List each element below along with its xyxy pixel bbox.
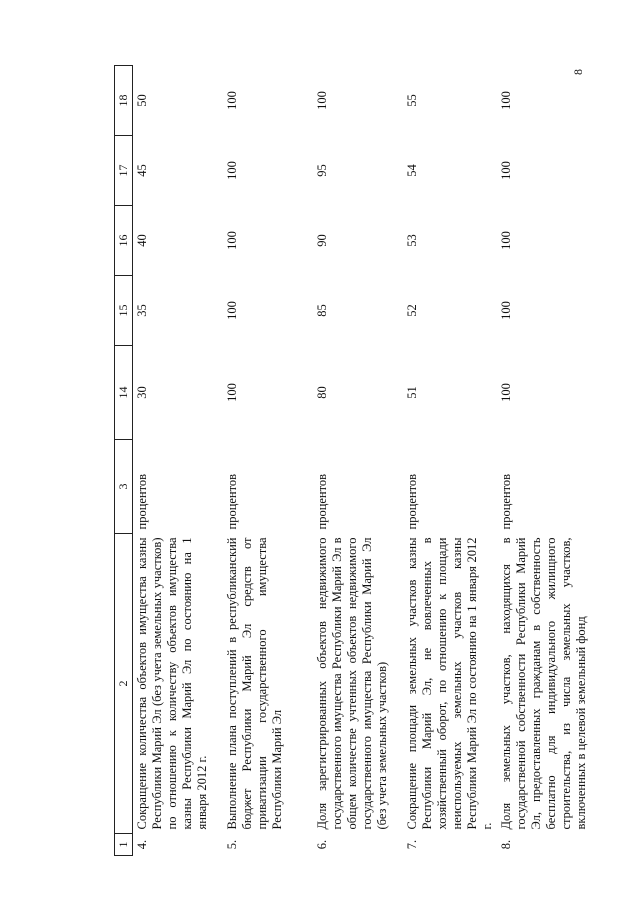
unit-cell: процентов xyxy=(225,473,239,530)
header-col-3: 3 xyxy=(115,440,133,534)
row-number: 7. xyxy=(405,839,419,850)
value-2014: 51 xyxy=(405,386,419,399)
value-2017: 100 xyxy=(499,161,513,180)
value-2014: 100 xyxy=(225,383,239,402)
value-2017: 95 xyxy=(315,164,329,177)
value-2015: 100 xyxy=(499,301,513,320)
value-2017: 100 xyxy=(225,161,239,180)
table-row xyxy=(133,66,224,856)
value-2016: 100 xyxy=(499,231,513,250)
header-col-1: 1 xyxy=(115,834,133,856)
header-col-18: 18 xyxy=(115,66,133,136)
value-2018: 100 xyxy=(225,91,239,110)
row-number: 4. xyxy=(135,839,149,850)
header-col-14: 14 xyxy=(115,346,133,440)
value-2016: 100 xyxy=(225,231,239,250)
value-2017: 45 xyxy=(135,164,149,177)
header-col-15: 15 xyxy=(115,276,133,346)
indicators-table xyxy=(114,65,591,856)
value-2014: 100 xyxy=(499,383,513,402)
value-2015: 52 xyxy=(405,304,419,317)
value-2014: 80 xyxy=(315,386,329,399)
value-2018: 100 xyxy=(499,91,513,110)
value-2015: 85 xyxy=(315,304,329,317)
value-2018: 55 xyxy=(405,94,419,107)
table-row xyxy=(313,66,403,856)
indicator-description: Сокращение количества объектов имущества казны Республики Марий Эл (без учета земельных участков) по отношению к количеству объектов имущества казны Республики Марий Эл по состоянию на 1 января 2012 г. xyxy=(135,537,209,830)
table-row xyxy=(223,66,313,856)
value-2017: 54 xyxy=(405,164,419,177)
table-row xyxy=(497,66,591,856)
value-2016: 90 xyxy=(315,234,329,247)
value-2015: 35 xyxy=(135,304,149,317)
value-2016: 40 xyxy=(135,234,149,247)
value-2015: 100 xyxy=(225,301,239,320)
indicator-description: Выполнение плана поступлений в республиканский бюджет Республики Марий Эл средств от приватизации государственного имущества Республики Марий Эл xyxy=(225,537,284,830)
row-number: 8. xyxy=(499,839,513,850)
indicator-description: Доля зарегистрированных объектов недвижимого государственного имущества Республики Марий Эл в общем количестве учтенных объектов недвижимого государственного имущества Республики Марий Эл (без учета земельных участков) xyxy=(315,537,389,830)
value-2018: 50 xyxy=(135,94,149,107)
value-2014: 30 xyxy=(135,386,149,399)
value-2018: 100 xyxy=(315,91,329,110)
unit-cell: процентов xyxy=(315,473,329,530)
header-col-2: 2 xyxy=(115,534,133,834)
header-row xyxy=(115,66,133,856)
header-col-16: 16 xyxy=(115,206,133,276)
unit-cell: процентов xyxy=(405,473,419,530)
unit-cell: процентов xyxy=(499,473,513,530)
row-number: 6. xyxy=(315,839,329,850)
indicator-description: Доля земельных участков, находящихся в государственной собственности Республики Марий Эл, предоставленных гражданам в собственность бесплатно для индивидуального жилищного строительства, из числа земельных участков, включенных в целевой земельный фонд xyxy=(499,537,588,830)
table-rotated-container xyxy=(114,66,588,856)
page-number: 8 xyxy=(571,69,585,75)
indicator-description: Сокращение площади земельных участков казны Республики Марий Эл, не вовлеченных в хозяйственный оборот, по отношению к площади неиспользуемых земельных участков казны Республики Марий Эл по состоянию на 1 января 2012 г. xyxy=(405,537,494,830)
header-col-17: 17 xyxy=(115,136,133,206)
unit-cell: процентов xyxy=(135,473,149,530)
row-number: 5. xyxy=(225,839,239,850)
table-row xyxy=(403,66,497,856)
value-2016: 53 xyxy=(405,234,419,247)
